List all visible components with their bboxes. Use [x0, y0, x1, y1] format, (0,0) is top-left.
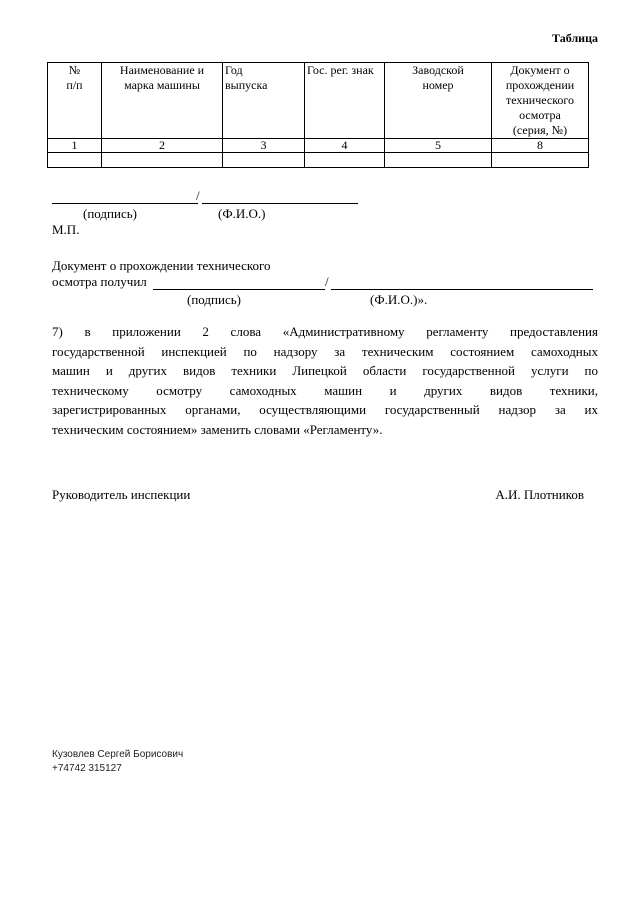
table-caption: Таблица: [552, 31, 598, 45]
table-cell: 2: [102, 139, 223, 153]
header-number: № п/п: [48, 63, 102, 139]
footer-author: Кузовлев Сергей Борисович: [52, 749, 184, 760]
paragraph-line: техническому осмотру самоходных машин и других видов техники,: [52, 382, 598, 398]
machines-table: [47, 62, 589, 168]
table-cell: [305, 153, 385, 168]
header-year: Год выпуска: [223, 63, 305, 139]
signature-label: (подпись): [83, 206, 137, 221]
receipt-signature-label: (подпись): [187, 292, 241, 307]
paragraph-line: техническим состоянием» заменить словами «Регламенту».: [52, 421, 383, 437]
signoff-position: Руководитель инспекции: [52, 487, 191, 502]
paragraph-line: государственной инспекцией по надзору за техническим состоянием самоходных: [52, 343, 598, 359]
paragraph-line: машин и других видов техники Липецкой области государственной услуги по: [52, 363, 598, 378]
table-cell: 3: [223, 139, 305, 153]
table-cell: 8: [492, 139, 589, 153]
table-empty-row: [48, 153, 589, 168]
receipt-text-line1: Документ о прохождении технического: [52, 258, 271, 273]
signoff-name: А.И. Плотников: [495, 487, 584, 502]
signature-slash: /: [196, 188, 200, 203]
header-inspection-doc: Документ о прохождении технического осмотра (серия, №): [492, 63, 589, 139]
header-reg-plate: Гос. рег. знак: [305, 63, 385, 139]
receipt-signature-line: [153, 289, 325, 290]
paragraph-line: 7) в приложении 2 слова «Административному регламенту предоставления: [52, 324, 598, 339]
table-cell: 4: [305, 139, 385, 153]
receipt-text-line2: осмотра получил: [52, 274, 147, 289]
name-label: (Ф.И.О.): [218, 206, 266, 221]
table-cell: 5: [385, 139, 492, 153]
name-line: [202, 203, 358, 204]
receipt-name-label: (Ф.И.О.)».: [370, 292, 428, 307]
table-cell: [48, 153, 102, 168]
paragraph-line: зарегистрированных органами, осуществляющими государственный надзор за их: [52, 402, 598, 417]
header-name-model: Наименование и марка машины: [102, 63, 223, 139]
footer-phone: +74742 315127: [52, 763, 122, 774]
table-header-row: [48, 63, 589, 139]
amendment-paragraph: [52, 322, 598, 439]
table-cell: [102, 153, 223, 168]
table-cell: [223, 153, 305, 168]
table-cell: [492, 153, 589, 168]
table-cell: [385, 153, 492, 168]
signature-line: [52, 203, 198, 204]
receipt-slash: /: [325, 274, 329, 289]
table-number-row: [48, 139, 589, 153]
header-serial-number: Заводской номер: [385, 63, 492, 139]
receipt-name-line: [331, 289, 593, 290]
table-cell: 1: [48, 139, 102, 153]
stamp-label: М.П.: [52, 222, 80, 237]
